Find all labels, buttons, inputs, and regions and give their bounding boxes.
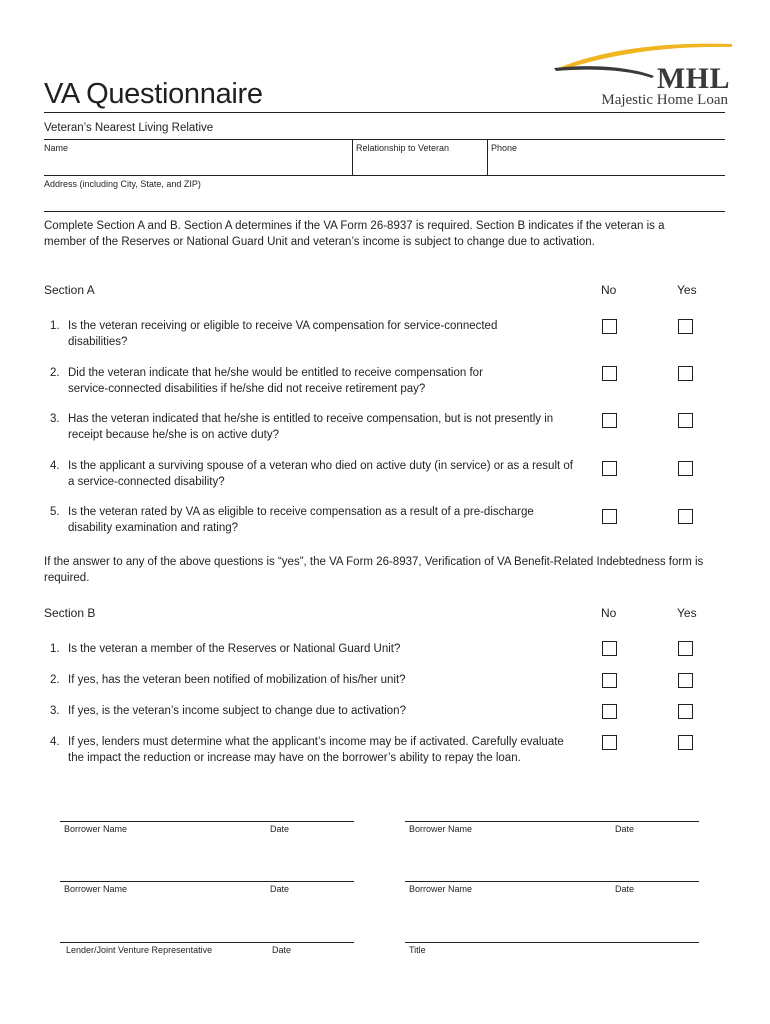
section-b-q3-yes-checkbox[interactable] (678, 704, 693, 719)
section-b-q4-yes-checkbox[interactable] (678, 735, 693, 750)
question-number: 1. (50, 643, 60, 655)
signature-rule (405, 821, 699, 822)
date-label: Date (270, 884, 290, 894)
question-text: Is the veteran rated by VA as eligible to receive compensation as a result of a pre-discharge disability examination and rating? (68, 506, 534, 534)
question-number: 4. (50, 736, 60, 748)
section-b-q1-yes-checkbox[interactable] (678, 641, 693, 656)
section-b-question-4 (50, 734, 590, 766)
date-label: Date (270, 824, 290, 834)
signature-line-lender[interactable] (60, 921, 353, 942)
section-b-yes-label: Yes (677, 606, 697, 620)
signature-line-borrower-3[interactable] (60, 860, 353, 881)
borrower-name-label: Borrower Name (64, 824, 128, 834)
signature-rule (405, 942, 699, 943)
logo-name: Majestic Home Loan (601, 92, 728, 108)
question-text: If yes, lenders must determine what the applicant’s income may be if activated. Carefully evaluate the impact the reduction or increase may have on the borrower’s ability to repay the loan. (68, 736, 564, 764)
question-number: 4. (50, 460, 60, 472)
section-b-question-3 (50, 703, 590, 719)
relationship-field-label: Relationship to Veteran (356, 143, 450, 153)
date-label: Date (615, 824, 635, 834)
header-divider (44, 112, 725, 113)
address-field-label: Address (including City, State, and ZIP) (44, 179, 201, 189)
section-b-q2-yes-checkbox[interactable] (678, 673, 693, 688)
section-a-question-5 (50, 504, 590, 536)
name-field[interactable] (44, 152, 350, 174)
question-number: 3. (50, 413, 60, 425)
company-logo (548, 40, 734, 112)
section-a-note: If the answer to any of the above questions is “yes”, the VA Form 26-8937, Verification of VA Benefit-Related Indebtedness form is required. (44, 556, 704, 584)
section-a-q3-yes-checkbox[interactable] (678, 413, 693, 428)
relative-divider-1 (352, 139, 353, 175)
signature-line-borrower-2[interactable] (405, 800, 698, 821)
question-text: If yes, has the veteran been notified of mobilization of his/her unit? (68, 674, 406, 686)
section-a-q1-no-checkbox[interactable] (602, 319, 617, 334)
section-b-q2-no-checkbox[interactable] (602, 673, 617, 688)
section-b-heading: Section B (44, 606, 96, 620)
question-text: Is the applicant a surviving spouse of a veteran who died on active duty (in service) or as a result of a service-connected disability? (68, 460, 573, 488)
section-a-q5-no-checkbox[interactable] (602, 509, 617, 524)
section-a-q3-no-checkbox[interactable] (602, 413, 617, 428)
section-a-no-label: No (601, 283, 617, 297)
logo-abbr: MHL (656, 62, 730, 95)
phone-field[interactable] (491, 152, 723, 174)
section-a-q5-yes-checkbox[interactable] (678, 509, 693, 524)
section-a-question-4 (50, 458, 590, 490)
section-a-yes-label: Yes (677, 283, 697, 297)
section-a-question-1 (50, 318, 590, 350)
relative-bottom-rule (44, 211, 725, 212)
section-b-no-label: No (601, 606, 617, 620)
signature-line-borrower-1[interactable] (60, 800, 353, 821)
relative-mid-rule (44, 175, 725, 176)
borrower-name-label: Borrower Name (409, 884, 473, 894)
section-b-question-1 (50, 641, 590, 657)
signature-rule (60, 881, 354, 882)
section-a-q2-yes-checkbox[interactable] (678, 366, 693, 381)
signature-line-title[interactable] (405, 921, 698, 942)
section-a-question-2 (50, 365, 590, 397)
page-title: VA Questionnaire (44, 78, 263, 110)
name-field-label: Name (44, 143, 69, 153)
section-a-q4-no-checkbox[interactable] (602, 461, 617, 476)
relative-top-rule (44, 139, 725, 140)
intro-text: Complete Section A and B. Section A determines if the VA Form 26-8937 is required. Section B indicates if the veteran is a member of the Reserves or National Guard Unit and veteran’s income is subject to change due to activation. (44, 220, 665, 248)
section-b-q3-no-checkbox[interactable] (602, 704, 617, 719)
signature-rule (60, 942, 354, 943)
phone-field-label: Phone (491, 143, 518, 153)
section-a-q4-yes-checkbox[interactable] (678, 461, 693, 476)
question-text: Is the veteran a member of the Reserves or National Guard Unit? (68, 643, 401, 655)
section-b-q4-no-checkbox[interactable] (602, 735, 617, 750)
relationship-field[interactable] (356, 152, 484, 174)
date-label: Date (272, 945, 292, 955)
date-label: Date (615, 884, 635, 894)
address-field[interactable] (44, 190, 724, 210)
question-number: 3. (50, 705, 60, 717)
section-a-q1-yes-checkbox[interactable] (678, 319, 693, 334)
question-text: If yes, is the veteran’s income subject to change due to activation? (68, 705, 406, 717)
borrower-name-label: Borrower Name (64, 884, 128, 894)
question-text: Is the veteran receiving or eligible to receive VA compensation for service-connected disabilities? (68, 320, 498, 348)
relative-heading: Veteran’s Nearest Living Relative (44, 122, 214, 134)
title-label: Title (409, 945, 426, 955)
borrower-name-label: Borrower Name (409, 824, 473, 834)
question-number: 2. (50, 367, 60, 379)
section-a-q2-no-checkbox[interactable] (602, 366, 617, 381)
question-number: 2. (50, 674, 60, 686)
lender-representative-label: Lender/Joint Venture Representative (66, 945, 213, 955)
signature-line-borrower-4[interactable] (405, 860, 698, 881)
question-text: Has the veteran indicated that he/she is entitled to receive compensation, but is not presently in receipt because he/she is on active duty? (68, 413, 554, 441)
section-a-heading: Section A (44, 283, 95, 297)
question-number: 1. (50, 320, 60, 332)
question-number: 5. (50, 506, 60, 518)
signature-rule (60, 821, 354, 822)
relative-divider-2 (487, 139, 488, 175)
signature-rule (405, 881, 699, 882)
section-a-question-3 (50, 411, 590, 443)
question-text: Did the veteran indicate that he/she would be entitled to receive compensation for service-connected disabilities if he/she did not receive retirement pay? (68, 367, 483, 395)
section-b-question-2 (50, 672, 590, 688)
section-b-q1-no-checkbox[interactable] (602, 641, 617, 656)
